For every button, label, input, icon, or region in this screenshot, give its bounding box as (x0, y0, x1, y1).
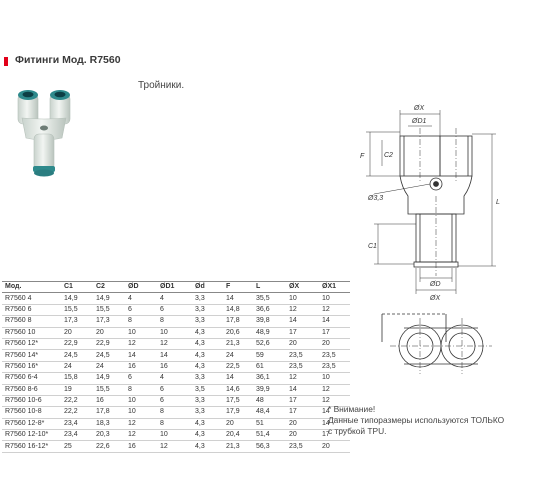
value-cell: 23,5 (319, 361, 350, 372)
model-cell: R7560 14* (2, 350, 61, 361)
value-cell: 14,9 (93, 293, 125, 304)
value-cell: 10 (286, 293, 319, 304)
model-cell: R7560 12-8* (2, 418, 61, 429)
model-cell: R7560 12-10* (2, 430, 61, 441)
column-header: F (223, 282, 253, 293)
value-cell: 10 (319, 293, 350, 304)
value-cell: 4 (157, 293, 192, 304)
dim-label-dx-bottom: ØX (430, 295, 441, 302)
value-cell: 23,5 (286, 350, 319, 361)
value-cell: 4,3 (192, 338, 223, 349)
page-subtitle: Тройники. (138, 80, 185, 91)
model-cell: R7560 4 (2, 293, 61, 304)
dim-label-l: L (496, 199, 500, 206)
value-cell: 17,5 (223, 395, 253, 406)
value-cell: 14 (125, 350, 157, 361)
value-cell: 10 (125, 407, 157, 418)
value-cell: 14,8 (223, 304, 253, 315)
dim-label-d33: Ø3,3 (368, 195, 384, 202)
value-cell: 20 (93, 327, 125, 338)
value-cell: 52,6 (253, 338, 286, 349)
value-cell: 17,9 (223, 407, 253, 418)
value-cell: 56,3 (253, 441, 286, 452)
value-cell: 8 (125, 316, 157, 327)
value-cell: 10 (319, 373, 350, 384)
value-cell: 16 (93, 395, 125, 406)
table-row (2, 327, 350, 338)
model-cell: R7560 8 (2, 316, 61, 327)
value-cell: 4,3 (192, 361, 223, 372)
value-cell: 20 (286, 338, 319, 349)
value-cell: 12 (319, 304, 350, 315)
title-accent-bar (4, 57, 8, 66)
value-cell: 14 (286, 316, 319, 327)
value-cell: 12 (286, 304, 319, 315)
table-row (2, 293, 350, 304)
model-cell: R7560 6-4 (2, 373, 61, 384)
value-cell: 14 (223, 293, 253, 304)
value-cell: 22,2 (61, 407, 93, 418)
value-cell: 4,3 (192, 430, 223, 441)
value-cell: 17,3 (61, 316, 93, 327)
page-title: Фитинги Мод. R7560 (15, 54, 121, 66)
column-header: ØX (286, 282, 319, 293)
value-cell: 3,3 (192, 407, 223, 418)
value-cell: 36,6 (253, 304, 286, 315)
column-header: Ød (192, 282, 223, 293)
value-cell: 21,3 (223, 338, 253, 349)
value-cell: 16 (125, 441, 157, 452)
value-cell: 15,8 (61, 373, 93, 384)
value-cell: 16 (125, 361, 157, 372)
value-cell: 35,5 (253, 293, 286, 304)
value-cell: 4,3 (192, 418, 223, 429)
value-cell: 18,3 (93, 418, 125, 429)
model-cell: R7560 12* (2, 338, 61, 349)
value-cell: 8 (157, 418, 192, 429)
value-cell: 3,3 (192, 316, 223, 327)
table-header-row (2, 282, 350, 293)
dim-label-dx-top: ØX (414, 105, 425, 112)
note-line-3: с трубкой TPU. (328, 426, 387, 436)
value-cell: 14,6 (223, 384, 253, 395)
value-cell: 14 (319, 418, 350, 429)
value-cell: 6 (125, 304, 157, 315)
table-row (2, 316, 350, 327)
table-row (2, 418, 350, 429)
value-cell: 20 (319, 441, 350, 452)
column-header: ØD (125, 282, 157, 293)
table-row (2, 350, 350, 361)
value-cell: 10 (157, 327, 192, 338)
value-cell: 24 (61, 361, 93, 372)
value-cell: 12 (319, 384, 350, 395)
value-cell: 4,3 (192, 350, 223, 361)
value-cell: 25 (61, 441, 93, 452)
value-cell: 20 (286, 418, 319, 429)
fitting-product-image (12, 82, 82, 182)
value-cell: 22,9 (93, 338, 125, 349)
dim-label-c2: C2 (384, 152, 393, 159)
value-cell: 14 (286, 384, 319, 395)
note-line-1: * Внимание! (328, 404, 376, 414)
model-cell: R7560 8-6 (2, 384, 61, 395)
value-cell: 61 (253, 361, 286, 372)
table-row (2, 338, 350, 349)
value-cell: 17 (286, 395, 319, 406)
value-cell: 12 (157, 338, 192, 349)
value-cell: 12 (157, 441, 192, 452)
table-row (2, 395, 350, 406)
table-row (2, 407, 350, 418)
value-cell: 17 (286, 327, 319, 338)
value-cell: 20 (319, 338, 350, 349)
value-cell: 3,5 (192, 384, 223, 395)
value-cell: 39,9 (253, 384, 286, 395)
value-cell: 24 (223, 350, 253, 361)
value-cell: 22,9 (61, 338, 93, 349)
value-cell: 20,6 (223, 327, 253, 338)
value-cell: 17,8 (93, 407, 125, 418)
dim-label-c1: C1 (368, 243, 377, 250)
value-cell: 3,3 (192, 395, 223, 406)
value-cell: 15,5 (61, 304, 93, 315)
value-cell: 24 (93, 361, 125, 372)
value-cell: 36,1 (253, 373, 286, 384)
value-cell: 22,2 (61, 395, 93, 406)
value-cell: 23,5 (319, 350, 350, 361)
value-cell: 23,5 (286, 441, 319, 452)
value-cell: 8 (157, 316, 192, 327)
value-cell: 14 (157, 350, 192, 361)
table-row (2, 361, 350, 372)
model-cell: R7560 16-12* (2, 441, 61, 452)
value-cell: 10 (125, 395, 157, 406)
value-cell: 14,9 (61, 293, 93, 304)
specification-table (2, 281, 350, 453)
value-cell: 17 (319, 327, 350, 338)
column-header: Мод. (2, 282, 61, 293)
value-cell: 51 (253, 418, 286, 429)
value-cell: 20 (61, 327, 93, 338)
value-cell: 12 (125, 430, 157, 441)
value-cell: 12 (319, 395, 350, 406)
model-cell: R7560 10 (2, 327, 61, 338)
value-cell: 51,4 (253, 430, 286, 441)
value-cell: 17,8 (223, 316, 253, 327)
value-cell: 23,4 (61, 430, 93, 441)
column-header: ØX1 (319, 282, 350, 293)
value-cell: 8 (157, 407, 192, 418)
value-cell: 8 (125, 384, 157, 395)
value-cell: 3,3 (192, 304, 223, 315)
value-cell: 19 (61, 384, 93, 395)
warning-note (328, 404, 504, 437)
value-cell: 59 (253, 350, 286, 361)
value-cell: 15,5 (93, 384, 125, 395)
value-cell: 39,8 (253, 316, 286, 327)
column-header: L (253, 282, 286, 293)
value-cell: 6 (157, 384, 192, 395)
value-cell: 22,6 (93, 441, 125, 452)
value-cell: 6 (157, 304, 192, 315)
value-cell: 10 (157, 430, 192, 441)
value-cell: 20 (223, 418, 253, 429)
model-cell: R7560 10-6 (2, 395, 61, 406)
value-cell: 3,3 (192, 373, 223, 384)
column-header: C2 (93, 282, 125, 293)
model-cell: R7560 16* (2, 361, 61, 372)
value-cell: 4 (125, 293, 157, 304)
value-cell: 6 (157, 395, 192, 406)
value-cell: 6 (125, 373, 157, 384)
table-row (2, 384, 350, 395)
value-cell: 22,5 (223, 361, 253, 372)
value-cell: 14,9 (93, 373, 125, 384)
value-cell: 12 (125, 418, 157, 429)
value-cell: 20 (286, 430, 319, 441)
column-header: C1 (61, 282, 93, 293)
model-cell: R7560 10-8 (2, 407, 61, 418)
value-cell: 4 (157, 373, 192, 384)
value-cell: 10 (125, 327, 157, 338)
model-cell: R7560 6 (2, 304, 61, 315)
value-cell: 3,3 (192, 293, 223, 304)
value-cell: 15,5 (93, 304, 125, 315)
table-row (2, 373, 350, 384)
table-row (2, 304, 350, 315)
value-cell: 4,3 (192, 441, 223, 452)
value-cell: 16 (157, 361, 192, 372)
table-row (2, 441, 350, 452)
value-cell: 20,4 (223, 430, 253, 441)
value-cell: 4,3 (192, 327, 223, 338)
value-cell: 24,5 (93, 350, 125, 361)
value-cell: 14 (223, 373, 253, 384)
value-cell: 48,4 (253, 407, 286, 418)
value-cell: 21,3 (223, 441, 253, 452)
value-cell: 20,3 (93, 430, 125, 441)
value-cell: 12 (125, 338, 157, 349)
value-cell: 48,9 (253, 327, 286, 338)
dim-label-dd1: ØD1 (412, 118, 427, 125)
note-line-2: Данные типоразмеры используются ТОЛЬКО (328, 415, 505, 425)
value-cell: 14 (319, 316, 350, 327)
value-cell: 17 (319, 430, 350, 441)
dim-label-f: F (360, 153, 365, 160)
dim-label-dd: ØD (430, 281, 441, 288)
value-cell: 23,5 (286, 361, 319, 372)
value-cell: 24,5 (61, 350, 93, 361)
column-header: ØD1 (157, 282, 192, 293)
value-cell: 14 (319, 407, 350, 418)
value-cell: 48 (253, 395, 286, 406)
table-row (2, 430, 350, 441)
value-cell: 17,3 (93, 316, 125, 327)
value-cell: 17 (286, 407, 319, 418)
value-cell: 23,4 (61, 418, 93, 429)
value-cell: 12 (286, 373, 319, 384)
technical-drawing (330, 96, 510, 386)
